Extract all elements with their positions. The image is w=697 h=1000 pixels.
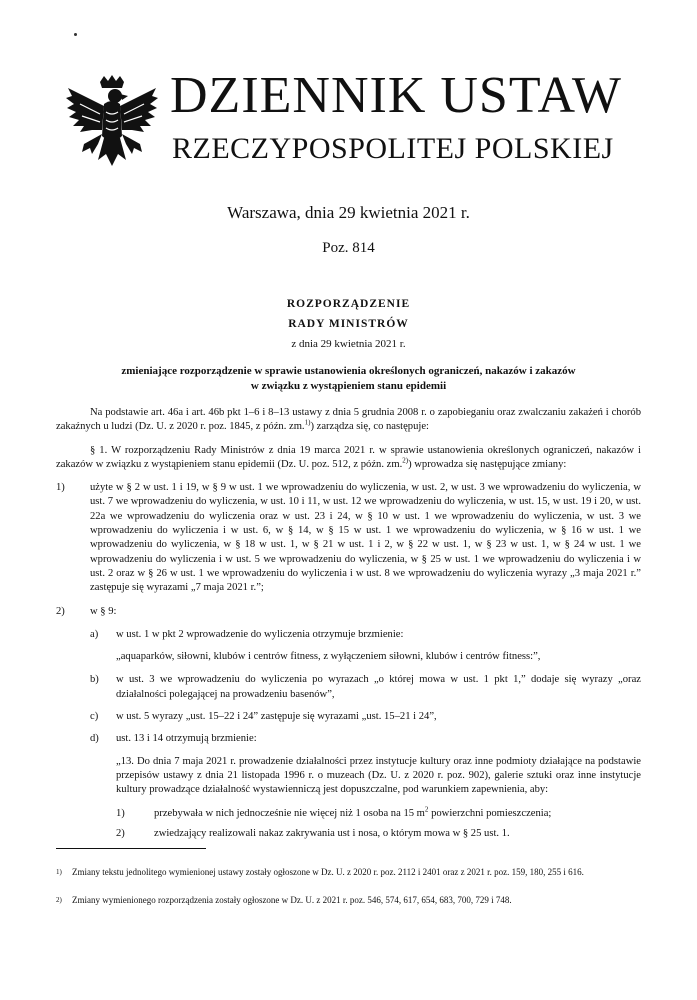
act-date: z dnia 29 kwietnia 2021 r. (291, 338, 406, 350)
inner-point-1 (56, 807, 641, 821)
point-2 (56, 605, 641, 619)
footnote-text: Zmiany wymienionego rozporządzenia zostały ogłoszone w Dz. U. z 2021 r. poz. 546, 574, 617, 654, 683, 700, 729 i 748. (72, 895, 512, 905)
point-label: 2) (56, 605, 65, 617)
subpoint-c (56, 710, 641, 724)
act-subject-line-2: w związku z wystąpieniem stanu epidemii (250, 380, 447, 392)
footnote-label: 1) (56, 868, 62, 876)
act-subject-line-1: zmieniające rozporządzenie w sprawie ustanowienia określonych ograniczeń, nakazów i zakazów (121, 365, 576, 377)
subpoint-a-quote: „aquaparków, siłowni, klubów i centrów fitness, z wyłączeniem siłowni, klubów i centrów fitness:”, (116, 651, 541, 663)
inner-point-label: 2) (116, 827, 125, 839)
scan-speck (74, 33, 77, 36)
footnote-2 (56, 894, 641, 907)
document-body (56, 406, 641, 847)
subpoint-text: w ust. 5 wyrazy „ust. 15–22 i 24” zastępuje się wyrazami „ust. 15–21 i 24”, (116, 711, 437, 723)
act-type: ROZPORZĄDZENIE (286, 298, 411, 310)
inner-point-text: zwiedzający realizowali nakaz zakrywania ust i nosa, o którym mowa w § 25 ust. 1. (154, 827, 510, 839)
subpoint-text: w ust. 1 w pkt 2 wprowadzenie do wyliczenia otrzymuje brzmienie: (116, 628, 404, 640)
act-authority: RADY MINISTRÓW (288, 318, 409, 330)
subpoint-d-quote: „13. Do dnia 7 maja 2021 r. prowadzenie działalności przez instytucje kultury oraz inne podmioty działające na podstawie przepisów ustawy z dnia 21 listopada 1996 r. o muzeach (Dz. U. z 2020 r. poz. 902), galerie sztuki oraz inne instytucje kultury prowadzące działalność wystawienniczą jest dopuszczalne, pod warunkiem zapewnienia, aby: (116, 755, 641, 796)
subpoint-label: b) (90, 674, 99, 686)
white-eagle-emblem-icon (62, 74, 162, 178)
subpoint-text: w ust. 3 we wprowadzeniu do wyliczenia po wyrazach „o której mowa w ust. 1 pkt 1,” dodaje się wyrazy „oraz działalności polegającej na prowadzeniu basenów”, (116, 674, 641, 700)
point-1 (56, 481, 641, 595)
footnote-label: 2) (56, 896, 62, 904)
act-subject (0, 364, 697, 394)
gazette-subtitle: RZECZYPOSPOLITEJ POLSKIEJ (172, 132, 614, 165)
footnote-1 (56, 866, 641, 879)
footnote-ref-1: 1) (304, 418, 311, 427)
point-text: użyte w § 2 w ust. 1 i 19, w § 9 w ust. 1 we wprowadzeniu do wyliczenia, w ust. 2, w ust. 3 we wprowadzeniu do wyliczenia, w ust. 7 we wprowadzeniu do wyliczenia, w ust. 10 i 11, w ust. 12 we wprowadzeniu do wyliczenia, w ust. 15, w ust. 19 i 20, w ust. 22a we wprowadzeniu do wyliczenia oraz w ust. 23 i 24, w § 10 w ust. 1 we wprowadzeniu do wyliczenia, w ust. 3 we wprowadzeniu do wyliczenia i w ust. 6, w § 14, w § 15 w ust. 1 we wprowadzeniu do wyliczenia, w § 16 w ust. 1 we wprowadzeniu do wyliczenia, w § 18 w ust. 1, w § 21 w ust. 1 i 2, w § 22 w ust. 1, w § 23 w ust. 1, w § 24 w ust. 1 we wprowadzeniu do wyliczenia i w ust. 5 we wprowadzeniu do wyliczenia, w § 25 w ust. 1 we wprowadzeniu do wyliczenia i w ust. 2 oraz w § 26 w ust. 1 we wprowadzeniu do wyliczenia i w ust. 8 we wprowadzeniu do wyliczenia wyrazy „3 maja 2021 r.” zastępuje się wyrazami „7 maja 2021 r.”; (90, 482, 641, 594)
inner-point-2 (56, 827, 641, 841)
section-1: § 1. W rozporządzeniu Rady Ministrów z dnia 19 marca 2021 r. w sprawie ustanowienia określonych ograniczeń, nakazów i zakazów w związku z wystąpieniem stanu epidemii (Dz. U. poz. 512, z późn. zm.$^{2)}$) wprowadza się następujące zmiany: (56, 444, 641, 470)
footnote-ref-2: 2) (402, 456, 409, 465)
subpoint-d (56, 732, 641, 746)
subpoint-label: c) (90, 711, 99, 723)
subpoint-label: a) (90, 628, 99, 640)
preamble: Na podstawie art. 46a i art. 46b pkt 1–6 i 8–13 ustawy z dnia 5 grudnia 2008 r. o zapobieganiu oraz zwalczaniu zakażeń i chorób zakaźnych u ludzi (Dz. U. z 2020 r. poz. 1845, z późn. zm.$^{1)}$) zarządza się, co następuje: (56, 407, 641, 433)
subpoint-text: ust. 13 i 14 otrzymują brzmienie: (116, 733, 257, 745)
subpoint-a (56, 628, 641, 642)
footnote-text: Zmiany tekstu jednolitego wymienionej ustawy zostały ogłoszone w Dz. U. z 2020 r. poz. 2112 i 2401 oraz z 2021 r. poz. 159, 180, 255 i 616. (72, 867, 584, 877)
subpoint-label: d) (90, 733, 99, 745)
position-number: Poz. 814 (322, 240, 375, 256)
footnote-separator (56, 848, 206, 849)
point-text: w § 9: (90, 605, 117, 617)
gazette-title: DZIENNIK USTAW (170, 67, 622, 124)
subpoint-b (56, 673, 641, 702)
point-label: 1) (56, 482, 65, 494)
place-date: Warszawa, dnia 29 kwietnia 2021 r. (227, 203, 470, 222)
inner-point-text: przebywała w nich jednocześnie nie więcej niż 1 osoba na 15 $m^2$ powierzchni pomieszczenia; (154, 805, 552, 819)
inner-point-label: 1) (116, 807, 125, 819)
